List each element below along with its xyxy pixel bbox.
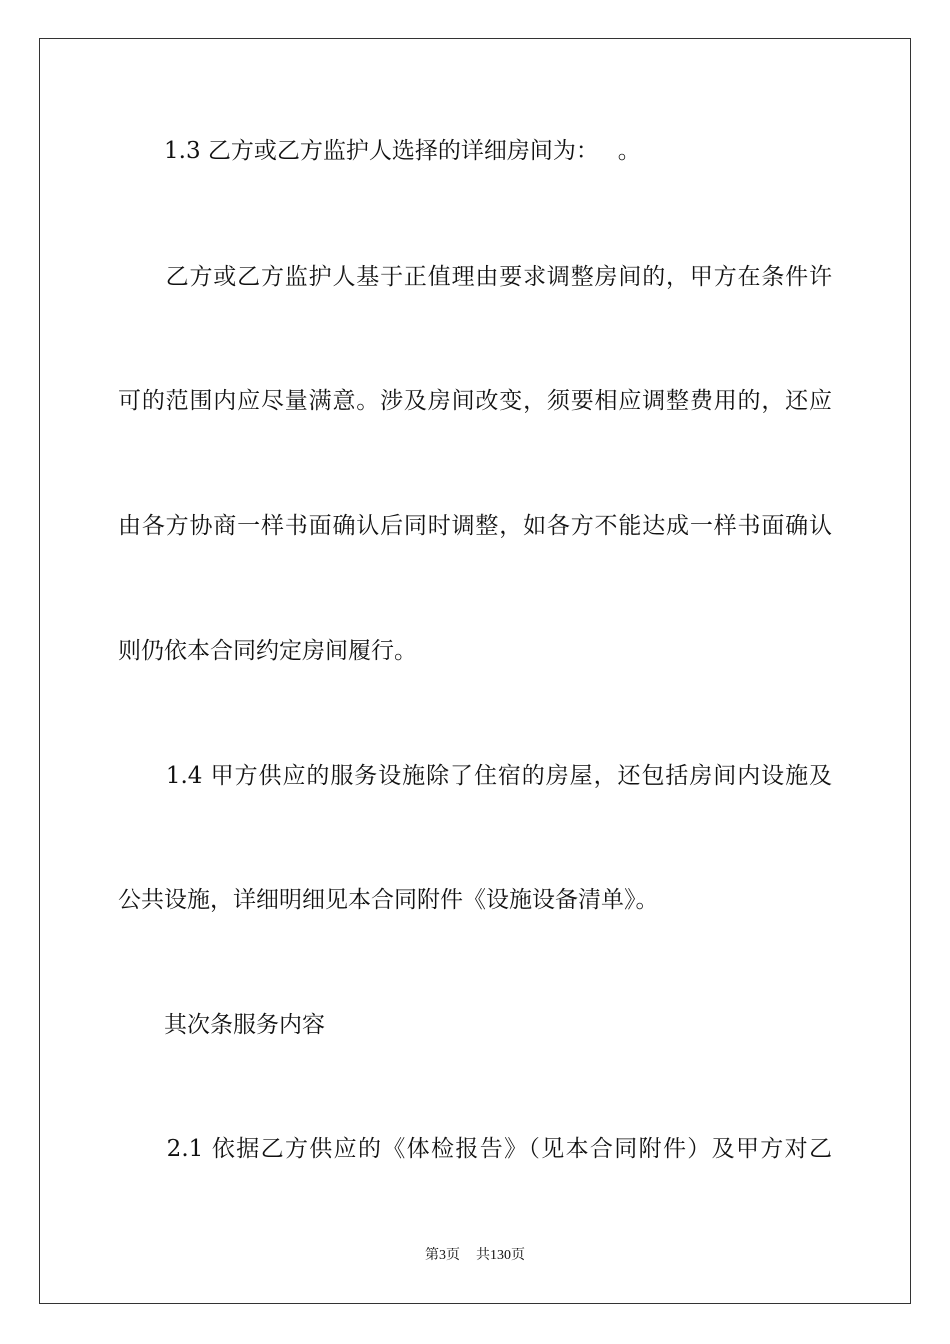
total-pages-label: 共130页 bbox=[476, 1248, 525, 1263]
paragraph-room-adjust-line-4: 则仍依本合同约定房间履行。 bbox=[118, 638, 417, 664]
page-border bbox=[39, 38, 911, 1304]
current-page-label: 第3页 bbox=[425, 1248, 460, 1263]
page-footer bbox=[0, 1247, 950, 1265]
section-heading-service-content: 其次条服务内容 bbox=[118, 1012, 325, 1038]
paragraph-1-3-line-1: 1.3 乙方或乙方监护人选择的详细房间为： 。 bbox=[118, 138, 641, 164]
paragraph-2-1-line-1: 2.1 依据乙方供应的《体检报告》（见本合同附件）及甲方对乙 bbox=[118, 1136, 832, 1162]
paragraph-1-4-line-1: 1.4 甲方供应的服务设施除了住宿的房屋，还包括房间内设施及 bbox=[118, 763, 832, 789]
paragraph-room-adjust-line-2: 可的范围内应尽量满意。涉及房间改变，须要相应调整费用的，还应 bbox=[118, 388, 832, 414]
paragraph-room-adjust-line-1: 乙方或乙方监护人基于正值理由要求调整房间的，甲方在条件许 bbox=[118, 264, 832, 290]
paragraph-1-4-line-2: 公共设施，详细明细见本合同附件《设施设备清单》。 bbox=[118, 887, 659, 913]
paragraph-room-adjust-line-3: 由各方协商一样书面确认后同时调整，如各方不能达成一样书面确认 bbox=[118, 513, 832, 539]
